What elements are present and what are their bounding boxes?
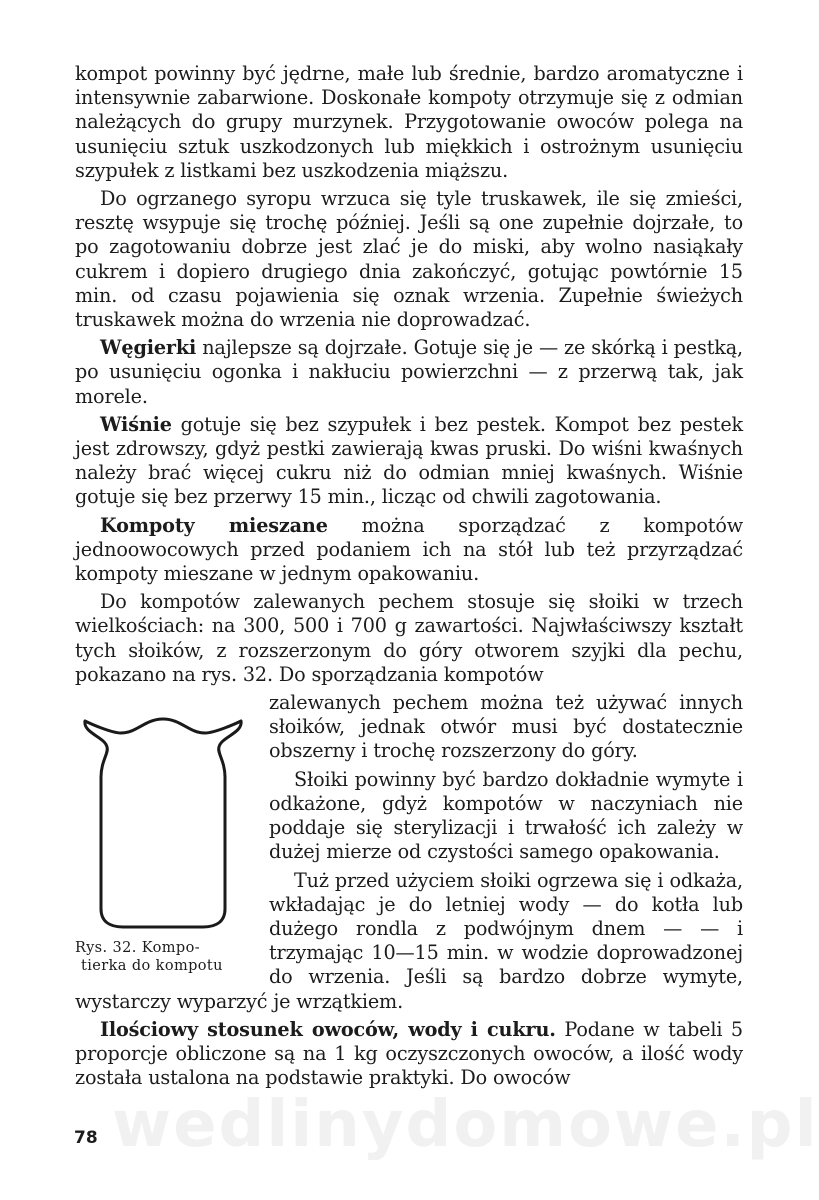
heading-stosunek: Ilościowy stosunek owoców, wody i cukru. xyxy=(100,1017,556,1041)
paragraph-mycie-sloikow: Słoiki powinny być bardzo dokładnie wymyte i odkażone, gdyż kompotów w naczyniach nie poddaje się sterylizacji i trwałość ich zależy w dużej mierze od czystości samego opakowania. xyxy=(269,767,743,864)
paragraph-stosunek xyxy=(75,1018,743,1091)
paragraph-sloiki-wielkosci: Do kompotów zalewanych pechem stosuje się słoiki w trzech wielkościach: na 300, 500 i 700 g zawartości. Najwłaściwszy kształt tych słoików, z rozszerzonym do góry otworem szyjki dla pechu, pokazano na rys. 32. Do sporządzania kompotów xyxy=(75,590,743,686)
caption-line-2: tierka do kompotu xyxy=(81,958,223,975)
paragraph-odkazanie: Tuż przed użyciem słoiki ogrzewa się i odkaża, wkładając je do letniej wody — do kotła lub dużego rondla z podwójnym dnem — — i trzymając 10—15 min. w wodzie doprowadzonej do wrzenia. Jeśli są bardzo dobrze wymyte, wystarczy wyparzyć je wrzątkiem. xyxy=(75,868,743,1013)
heading-wegierki: Węgierki xyxy=(100,336,197,360)
paragraph-sloiki-ksztalt: zalewanych pechem można też używać innych słoików, jednak otwór musi być dostatecznie obszerny i trochę rozszerzony do góry. xyxy=(269,691,743,763)
paragraph-wegierki xyxy=(75,336,743,409)
caption-line-1: Rys. 32. Kompo- xyxy=(75,940,201,957)
heading-wisnie: Wiśnie xyxy=(100,412,172,436)
page-body xyxy=(75,62,743,1094)
text-wisnie: gotuje się bez szypułek i bez pestek. Kompot bez pestek jest zdrowszy, gdyż pestki zawierają kwas pruski. Do wiśni kwaśnych należy brać więcej cukru niż do odmian mniej kwaśnych. Wiśnie gotuje się bez przerwy 15 min., licząc od chwili zagotowania. xyxy=(75,412,743,509)
page-number: 78 xyxy=(74,1128,98,1148)
watermark-text: wedlinydomowe.pl xyxy=(112,1088,819,1162)
text-stosunek: Podane w tabeli 5 proporcje obliczone są na 1 kg oczyszczonych owoców, a ilość wody została ustalona na podstawie praktyki. Do owoców xyxy=(75,1017,743,1090)
figure-32 xyxy=(75,713,261,975)
figure-block xyxy=(75,691,743,1018)
text-kompoty-mieszane: można sporządzać z kompotów jednoowocowych przed podaniem ich na stół lub też przyrządzać kompoty mieszane w jednym opakowaniu. xyxy=(75,513,743,586)
paragraph-truskawki: Do ogrzanego syropu wrzuca się tyle truskawek, ile się zmieści, resztę wsypuje się trochę później. Jeśli są one zupełnie dojrzałe, to po zagotowaniu dobrze jest zlać je do miski, aby wolno nasiąkały cukrem i dopiero drugiego dnia zakończyć, gotując powtórnie 15 min. od czasu pojawienia się oznak wrzenia. Zupełnie świeżych truskawek można do wrzenia nie doprowadzać. xyxy=(75,187,743,332)
paragraph-wisnie xyxy=(75,413,743,510)
jar-illustration xyxy=(79,713,247,933)
figure-caption xyxy=(75,939,261,975)
paragraph-kompoty-mieszane xyxy=(75,514,743,587)
paragraph-kompot-intro: kompot powinny być jędrne, małe lub średnie, bardzo aromatyczne i intensywnie zabarwione. Doskonałe kompoty otrzymuje się z odmian należących do grupy murzynek. Przygotowanie owoców polega na usunięciu sztuk uszkodzonych lub miękkich i ostrożnym usunięciu szypułek z listkami bez uszkodzenia miąższu. xyxy=(75,62,743,182)
heading-kompoty-mieszane: Kompoty mieszane xyxy=(100,513,328,537)
text-wegierki: najlepsze są dojrzałe. Gotuje się je — ze skórką i pestką, po usunięciu ogonka i nakłuciu powierzchni — z przerwą tak, jak morele. xyxy=(75,336,743,408)
